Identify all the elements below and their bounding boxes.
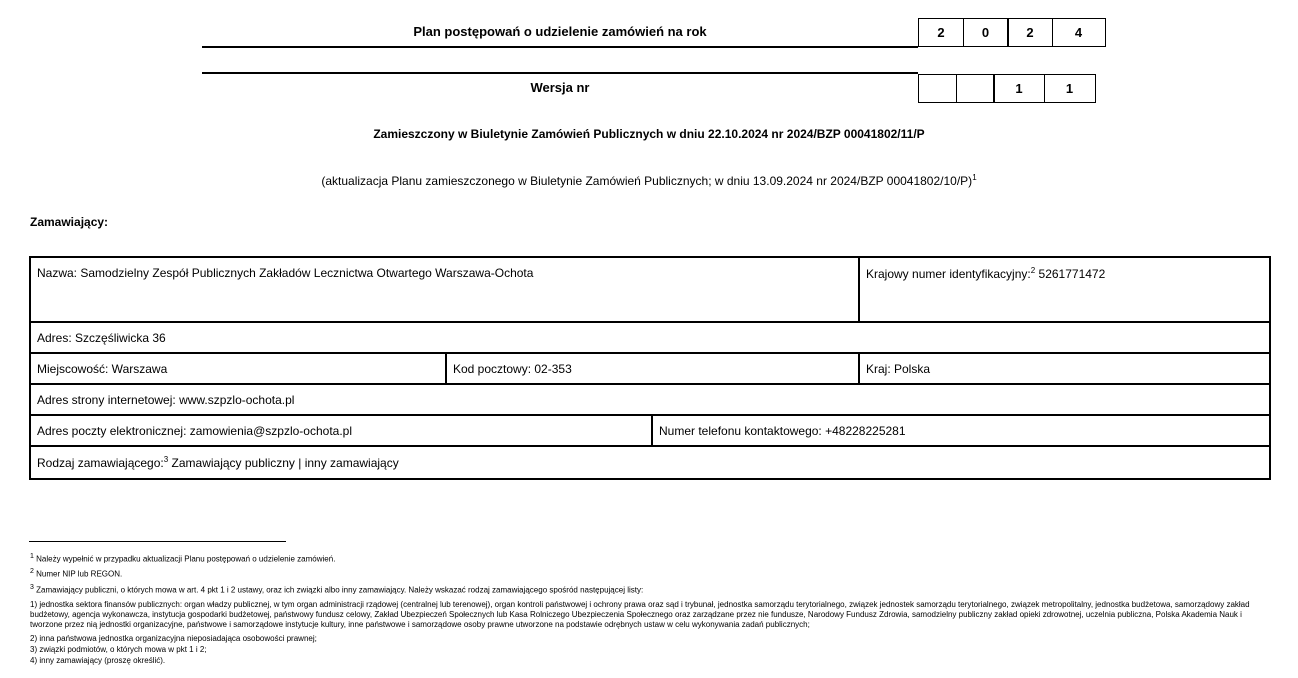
version-label: Wersja nr bbox=[202, 72, 918, 102]
address-field: Adres: Szczęśliwicka 36 bbox=[37, 331, 166, 345]
footnote-list-item: 4) inny zamawiający (proszę określić). bbox=[30, 656, 166, 665]
country-field: Kraj: Polska bbox=[858, 354, 1269, 383]
form-row-name bbox=[31, 258, 1269, 323]
city-field: Miejscowość: Warszawa bbox=[37, 362, 168, 376]
footnote-list-item: 1) jednostka sektora finansów publicznych: organ władzy publicznej, w tym organ administracji rządowej (centralnej lub terenowej), organ kontroli państwowej i ochrony prawa oraz sąd i trybunał, jednostka samorządu terytorialnego, związek jednostek samorządu terytorialnego, związek metropolitalny, jednostka budżetowa, samorządowy zakład budżetowy, agencja wykonawcza, instytucja gospodarki budżetowej, państwowy fundusz celowy, Zakład Ubezpieczeń Społecznych lub Kasa Rolniczego Ubezpieczenia Społecznego oraz zarządzane przez nie fundusze, Narodowy Fundusz Zdrowia, samodzielny publiczny zakład opieki zdrowotnej, uczelnia publiczna, Polska Akademia Nauk i tworzone przez nią jednostki organizacyjne, państwowe i samorządowe instytucje kultury, inne państwowe i samorządowe osoby prawne utworzone na podstawie odrębnych ustaw w celu wykonywania zadań publicznych; bbox=[30, 600, 1250, 629]
authority-type-value: Zamawiający publiczny | inny zamawiający bbox=[171, 456, 399, 470]
form-row-contact bbox=[31, 416, 1269, 447]
phone-field: Numer telefonu kontaktowego: +48228225281 bbox=[651, 416, 1269, 445]
version-digit bbox=[956, 74, 995, 103]
authority-type-field bbox=[31, 447, 1269, 478]
year-digit: 2 bbox=[918, 18, 964, 47]
year-digit: 2 bbox=[1007, 18, 1053, 47]
footnote-text: Należy wypełnić w przypadku aktualizacji Planu postępowań o udzielenie zamówień. bbox=[36, 554, 336, 564]
national-id-label: Krajowy numer identyfikacyjny: bbox=[866, 267, 1031, 281]
footnote-ref: 1 bbox=[972, 173, 977, 182]
footnote-1 bbox=[30, 552, 1275, 565]
year-boxes bbox=[918, 18, 1106, 46]
update-note bbox=[0, 173, 1298, 188]
footnote-number: 1 bbox=[30, 553, 34, 560]
footnote-ref: 3 bbox=[163, 455, 169, 464]
footnote-text: Numer NIP lub REGON. bbox=[36, 569, 123, 579]
authority-type-label: Rodzaj zamawiającego: bbox=[37, 456, 164, 470]
national-id-field bbox=[858, 258, 1269, 321]
form-row-website bbox=[31, 385, 1269, 416]
website-field: Adres strony internetowej: www.szpzlo-ochota.pl bbox=[37, 393, 295, 407]
plan-title: Plan postępowań o udzielenie zamówień na rok bbox=[202, 18, 918, 48]
update-note-text: (aktualizacja Planu zamieszczonego w Biuletynie Zamówień Publicznych; w dniu 13.09.2024 nr 2024/BZP 00041802/10/P) bbox=[321, 174, 973, 188]
footnote-number: 3 bbox=[30, 584, 34, 591]
section-label: Zamawiający: bbox=[30, 215, 109, 229]
name-field: Nazwa: Samodzielny Zespół Publicznych Zakładów Lecznictwa Otwartego Warszawa-Ochota bbox=[37, 266, 534, 280]
plan-title-row bbox=[202, 18, 1099, 46]
version-digit bbox=[918, 74, 957, 103]
form-row-address bbox=[31, 323, 1269, 354]
contracting-authority-form bbox=[29, 256, 1271, 480]
year-digit: 0 bbox=[963, 18, 1009, 47]
version-row bbox=[202, 74, 1099, 102]
version-digit: 1 bbox=[993, 74, 1045, 103]
footnote-3 bbox=[30, 583, 1275, 596]
footnote-2 bbox=[30, 567, 1275, 580]
year-digit: 4 bbox=[1052, 18, 1106, 47]
footnote-list-item: 2) inna państwowa jednostka organizacyjna nieposiadająca osobowości prawnej; bbox=[30, 634, 317, 643]
form-row-type bbox=[31, 447, 1269, 478]
footnote-separator bbox=[29, 541, 286, 542]
footnote-text: Zamawiający publiczni, o których mowa w art. 4 pkt 1 i 2 ustawy, oraz ich związki albo inny zamawiający. Należy wskazać rodzaj zamawiającego spośród następującej listy: bbox=[36, 585, 644, 595]
version-digit: 1 bbox=[1044, 74, 1096, 103]
footnote-number: 2 bbox=[30, 568, 34, 575]
postal-code-field: Kod pocztowy: 02-353 bbox=[445, 354, 858, 383]
footnote-ref: 2 bbox=[1030, 266, 1036, 275]
form-row-location bbox=[31, 354, 1269, 385]
footnote-list-item: 3) związki podmiotów, o których mowa w pkt 1 i 2; bbox=[30, 645, 207, 654]
version-boxes bbox=[918, 74, 1096, 102]
email-field: Adres poczty elektronicznej: zamowienia@szpzlo-ochota.pl bbox=[37, 424, 352, 438]
national-id-value: 5261771472 bbox=[1038, 267, 1106, 281]
published-info: Zamieszczony w Biuletynie Zamówień Publicznych w dniu 22.10.2024 nr 2024/BZP 00041802/11/P bbox=[373, 127, 925, 141]
